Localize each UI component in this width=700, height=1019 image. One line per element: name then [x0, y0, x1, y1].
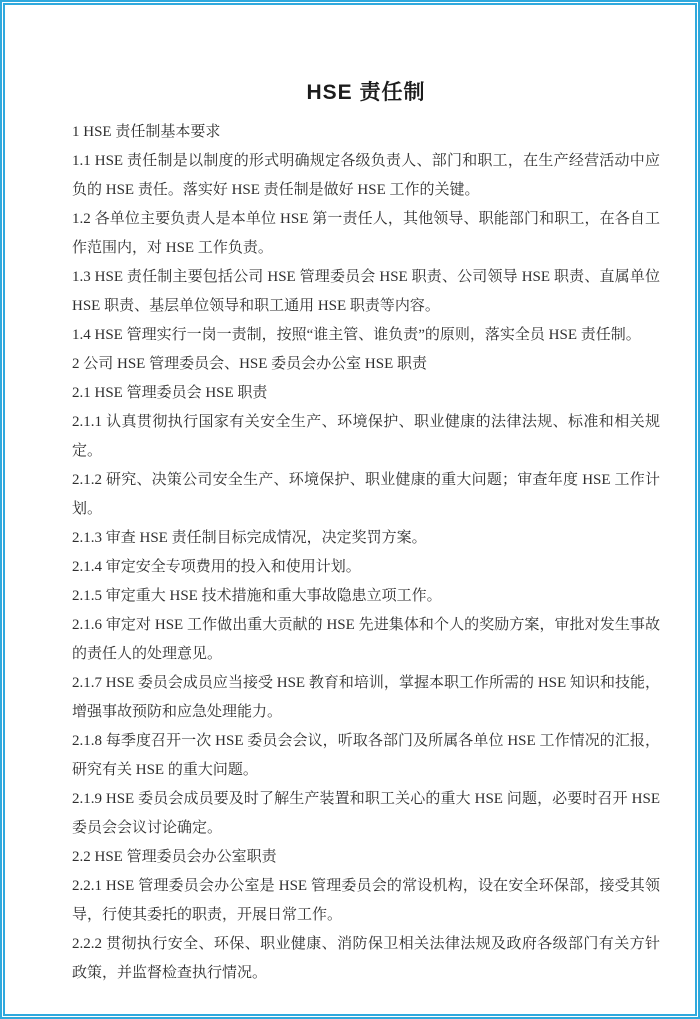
paragraph: 2.1.2 研究、决策公司安全生产、环境保护、职业健康的重大问题；审查年度 HSE 工作计划。	[72, 472, 660, 517]
paragraph: 2 公司 HSE 管理委员会、HSE 委员会办公室 HSE 职责	[72, 356, 428, 372]
paragraph: 1 HSE 责任制基本要求	[72, 124, 221, 140]
paragraph: 2.1 HSE 管理委员会 HSE 职责	[72, 385, 268, 401]
paragraph: 1.1 HSE 责任制是以制度的形式明确规定各级负责人、部门和职工，在生产经营活动中应负的 HSE 责任。落实好 HSE 责任制是做好 HSE 工作的关键。	[72, 153, 660, 198]
paragraph: 2.1.3 审查 HSE 责任制目标完成情况，决定奖罚方案。	[72, 530, 427, 546]
paragraph: 1.2 各单位主要负责人是本单位 HSE 第一责任人，其他领导、职能部门和职工，在各自工作范围内，对 HSE 工作负责。	[72, 211, 660, 256]
document-content	[72, 80, 660, 988]
paragraph: 2.1.5 审定重大 HSE 技术措施和重大事故隐患立项工作。	[72, 588, 442, 604]
paragraph: 2.1.9 HSE 委员会成员要及时了解生产装置和职工关心的重大 HSE 问题，必要时召开 HSE 委员会会议讨论确定。	[72, 791, 660, 836]
paragraph: 2.2.1 HSE 管理委员会办公室是 HSE 管理委员会的常设机构，设在安全环保部，接受其领导，行使其委托的职责，开展日常工作。	[72, 878, 660, 923]
paragraph: 2.1.1 认真贯彻执行国家有关安全生产、环境保护、职业健康的法律法规、标准和相关规定。	[72, 414, 660, 459]
page-title: HSE 责任制	[306, 81, 426, 104]
paragraph: 2.1.8 每季度召开一次 HSE 委员会会议，听取各部门及所属各单位 HSE 工作情况的汇报，研究有关 HSE 的重大问题。	[72, 733, 660, 778]
paragraph: 2.1.7 HSE 委员会成员应当接受 HSE 教育和培训，掌握本职工作所需的 HSE 知识和技能，增强事故预防和应急处理能力。	[72, 675, 660, 720]
paragraph: 2.2.2 贯彻执行安全、环保、职业健康、消防保卫相关法律法规及政府各级部门有关方针政策，并监督检查执行情况。	[72, 936, 660, 981]
paragraph: 2.2 HSE 管理委员会办公室职责	[72, 849, 277, 865]
paragraph: 2.1.4 审定安全专项费用的投入和使用计划。	[72, 559, 361, 575]
paragraph: 1.4 HSE 管理实行一岗一责制，按照“谁主管、谁负责”的原则，落实全员 HSE 责任制。	[72, 327, 641, 343]
document-body	[72, 118, 660, 988]
paragraph: 1.3 HSE 责任制主要包括公司 HSE 管理委员会 HSE 职责、公司领导 HSE 职责、直属单位 HSE 职责、基层单位领导和职工通用 HSE 职责等内容。	[72, 269, 660, 314]
paragraph: 2.1.6 审定对 HSE 工作做出重大贡献的 HSE 先进集体和个人的奖励方案，审批对发生事故的责任人的处理意见。	[72, 617, 660, 662]
